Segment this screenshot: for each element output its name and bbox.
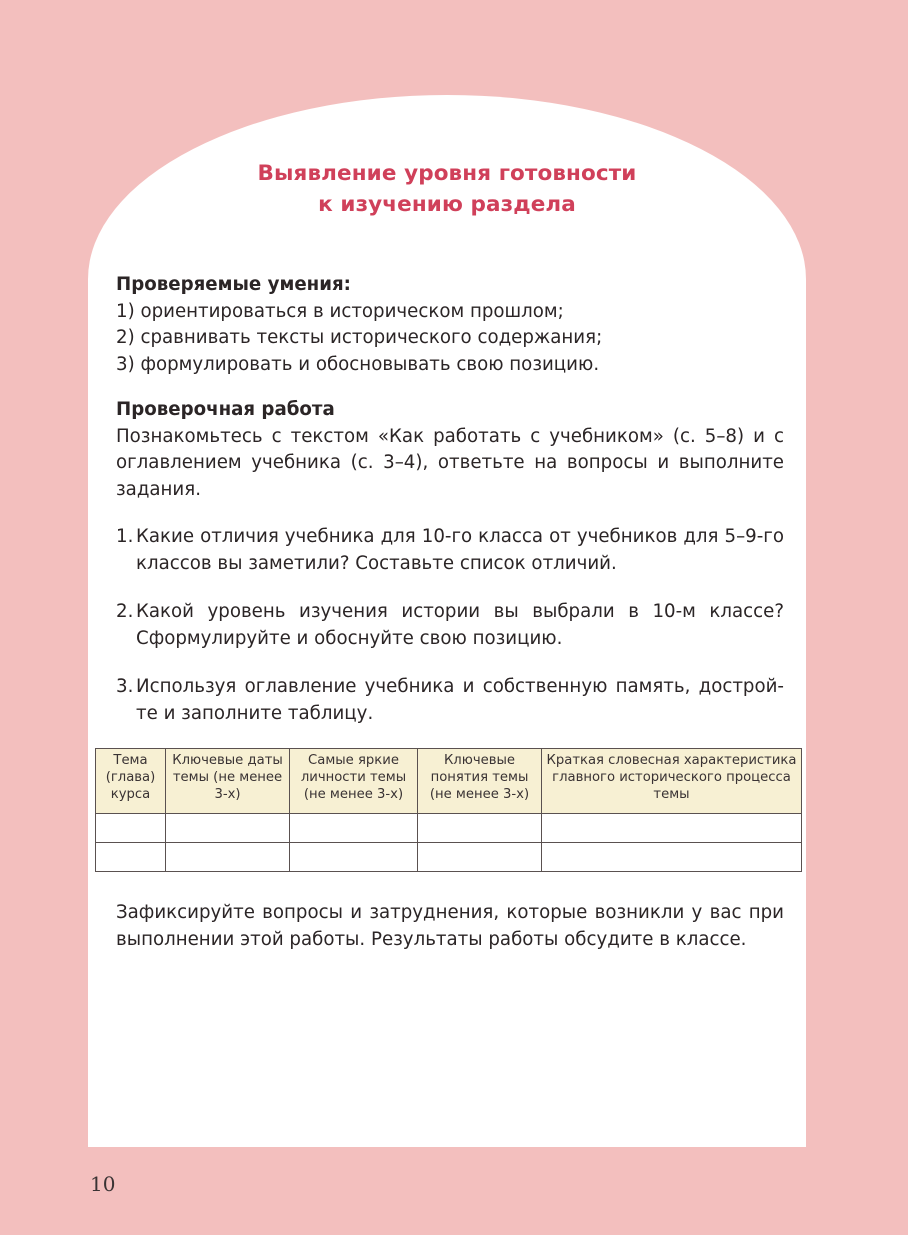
table-cell (166, 814, 290, 843)
table-cell (542, 814, 802, 843)
task-list (116, 524, 784, 727)
skill-item-3: 3) формулировать и обосновывать свою позицию. (116, 353, 600, 375)
table-cell (418, 843, 542, 872)
page-title (88, 158, 806, 220)
task-number: 3. (116, 676, 134, 697)
table-row (96, 843, 802, 872)
test-heading: Проверочная работа (116, 399, 335, 420)
task-text: Какой уровень изучения истории вы выбрали в 10-м классе? Сформулируйте и обоснуйте свою позицию. (136, 601, 784, 649)
table-cell (290, 814, 418, 843)
table-cell (418, 814, 542, 843)
main-content (116, 272, 784, 749)
header-concepts: Ключевые понятия темы (не менее 3-х) (418, 749, 542, 814)
task-text: Используя оглавление учебника и собственную память, достройте и заполните таблицу. (136, 676, 784, 724)
page-number: 10 (90, 1172, 116, 1196)
header-topic: Тема (глава) курса (96, 749, 166, 814)
header-characteristic: Краткая словесная характеристика главного исторического процесса темы (542, 749, 802, 814)
task-item-1 (116, 524, 784, 577)
task-number: 2. (116, 601, 134, 622)
task-item-3 (116, 674, 784, 727)
course-table-container (95, 748, 801, 872)
table-row (96, 814, 802, 843)
skill-item-2: 2) сравнивать тексты исторического содержания; (116, 327, 603, 348)
skill-item-1: 1) ориентироваться в историческом прошлом; (116, 300, 564, 322)
skills-heading: Проверяемые умения: (116, 274, 351, 295)
table-cell (290, 843, 418, 872)
table-header-row (96, 749, 802, 814)
closing-paragraph: Зафиксируйте вопросы и затруднения, которые возникли у вас при выполнении этой работы. Результаты работы обсудите в классе. (116, 902, 784, 950)
header-dates: Ключевые даты темы (не менее 3-х) (166, 749, 290, 814)
table-cell (96, 814, 166, 843)
test-intro: Познакомьтесь с текстом «Как работать с учебником» (с. 5–8) и с оглавлением учебника (с. 3–4), ответьте на вопросы и выполните задания. (116, 425, 784, 500)
task-text: Какие отличия учебника для 10-го класса от учебников для 5–9-го классов вы заметили? Составьте список отличий. (136, 526, 784, 574)
title-line-1: Выявление уровня готовности (257, 161, 637, 186)
task-item-2 (116, 599, 784, 652)
title-line-2: к изучению раздела (318, 192, 576, 217)
task-number: 1. (116, 526, 134, 547)
table-cell (166, 843, 290, 872)
table-cell (96, 843, 166, 872)
course-table (95, 748, 802, 872)
table-cell (542, 843, 802, 872)
header-personalities: Самые яркие личности темы (не менее 3-х) (290, 749, 418, 814)
